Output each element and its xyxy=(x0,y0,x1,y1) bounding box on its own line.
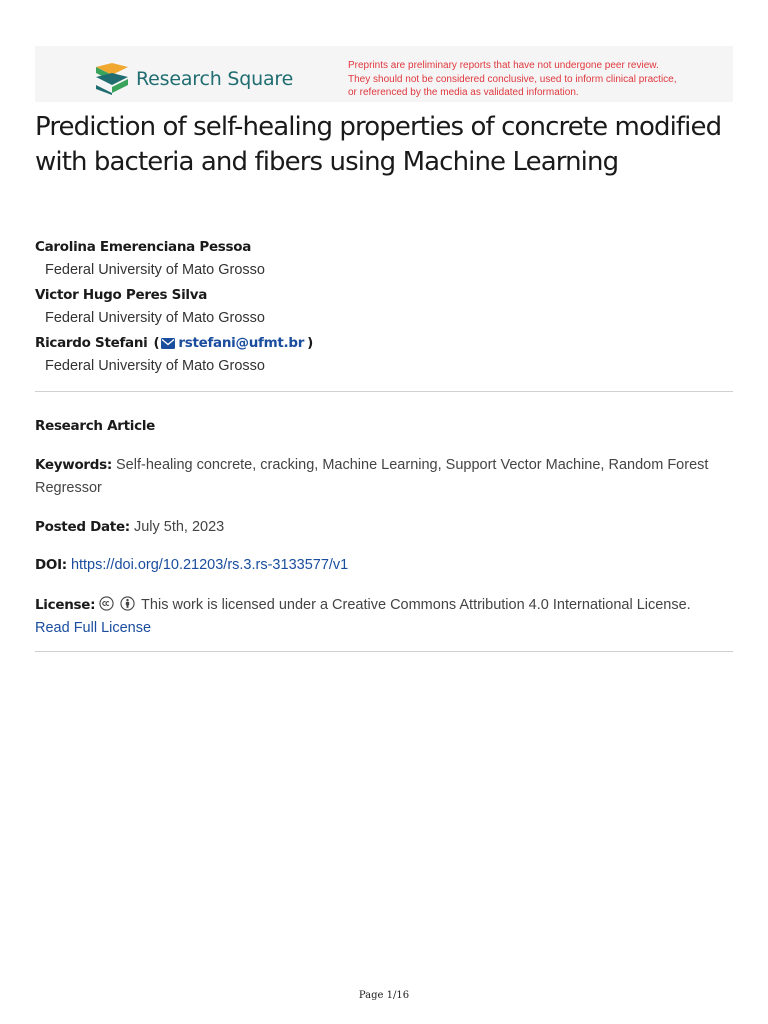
disclaimer-line: They should not be considered conclusive, used to inform clinical practice, xyxy=(348,73,677,85)
disclaimer-line: Preprints are preliminary reports that have not undergone peer review. xyxy=(348,60,659,71)
author-affiliation: Federal University of Mato Grosso xyxy=(45,262,265,278)
license-label: License: xyxy=(35,597,96,613)
doi-row xyxy=(35,554,735,577)
posted-date-row xyxy=(35,516,735,539)
email-close-paren: ) xyxy=(307,335,313,351)
disclaimer-line: or referenced by the media as validated information. xyxy=(348,87,579,98)
creative-commons-icon xyxy=(99,596,114,611)
article-type-row xyxy=(35,415,735,438)
doi-label: DOI: xyxy=(35,557,67,573)
author-email-group xyxy=(154,334,313,352)
author-affiliation: Federal University of Mato Grosso xyxy=(45,358,265,374)
author-entry xyxy=(35,334,735,358)
posted-date-label: Posted Date: xyxy=(35,519,130,535)
license-row xyxy=(35,594,735,640)
license-text: This work is licensed under a Creative Commons Attribution 4.0 International License. xyxy=(141,597,691,613)
paper-title: Prediction of self-healing properties of concrete modified with bacteria and fibers using Machine Learning xyxy=(35,112,722,177)
read-full-license-link[interactable]: Read Full License xyxy=(35,620,152,636)
mail-icon xyxy=(161,338,175,349)
article-type: Research Article xyxy=(35,418,155,434)
author-name: Carolina Emerenciana Pessoa xyxy=(35,239,252,255)
page-number: Page 1/16 xyxy=(358,990,410,1001)
research-square-logo-icon xyxy=(94,63,130,95)
author-email-link[interactable]: rstefani@ufmt.br xyxy=(178,335,305,351)
keywords-row xyxy=(35,454,735,500)
doi-link[interactable]: https://doi.org/10.21203/rs.3.rs-3133577/v1 xyxy=(70,557,349,573)
research-square-logo[interactable] xyxy=(94,63,293,95)
attribution-icon xyxy=(120,596,135,611)
keywords-value: Self-healing concrete, cracking, Machine Learning, Support Vector Machine, Random Forest Regressor xyxy=(35,457,709,496)
logo-text: Research Square xyxy=(136,68,294,90)
email-open-paren: ( xyxy=(153,335,160,351)
author-affiliation: Federal University of Mato Grosso xyxy=(45,310,265,326)
posted-date-value: July 5th, 2023 xyxy=(133,519,225,535)
section-divider xyxy=(35,651,733,652)
section-divider xyxy=(35,391,733,392)
keywords-label: Keywords: xyxy=(35,457,112,473)
author-list xyxy=(35,238,735,382)
author-name: Victor Hugo Peres Silva xyxy=(35,287,208,303)
preprint-disclaimer xyxy=(348,59,728,100)
author-name: Ricardo Stefani xyxy=(35,335,148,351)
